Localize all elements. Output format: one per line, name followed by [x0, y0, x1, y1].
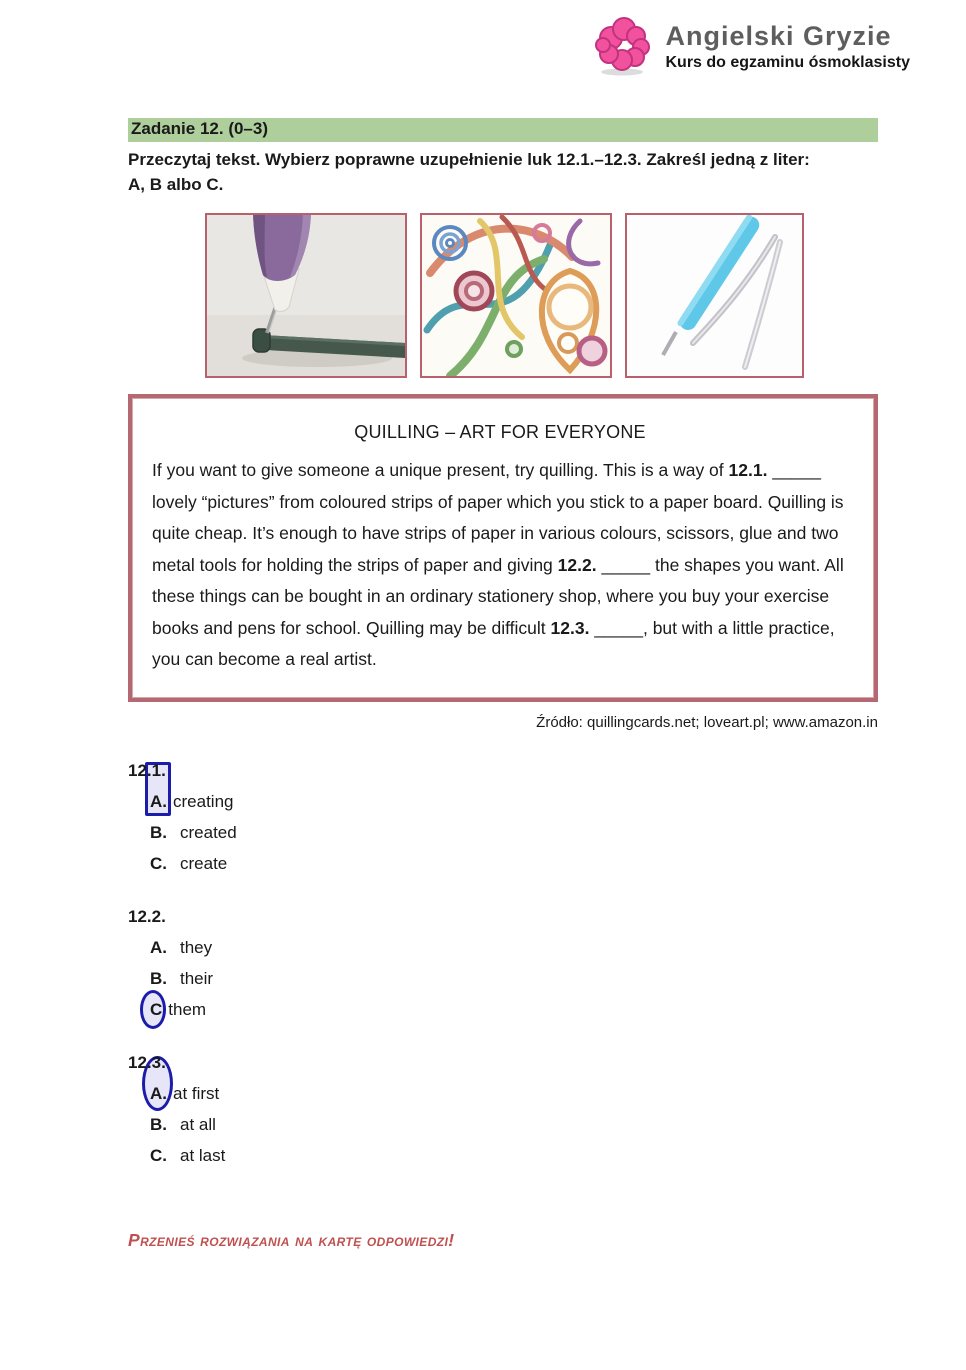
- brand-subtitle: Kurs do egzaminu ósmoklasisty: [665, 54, 910, 71]
- transfer-answers-note: Przenieś rozwiązania na kartę odpowiedzi!: [128, 1229, 455, 1250]
- question-12-2: [128, 907, 878, 1020]
- reading-box: [128, 394, 878, 702]
- option-text: at last: [180, 1145, 226, 1165]
- source-attribution: Źródło: quillingcards.net; loveart.pl; www.amazon.in: [536, 713, 878, 731]
- gap-12-2: 12.2.: [557, 554, 597, 575]
- option-letter: B.: [150, 1114, 167, 1134]
- option-text: they: [180, 937, 213, 957]
- option-row: [150, 968, 878, 989]
- question-number: 12.2.: [128, 906, 166, 926]
- question-number: 12.3.: [128, 1052, 166, 1072]
- worksheet-content: [128, 118, 878, 1251]
- option-row: [150, 853, 878, 874]
- photo-quilling-art: [420, 213, 612, 378]
- option-letter: B.: [150, 822, 167, 842]
- option-text: them: [168, 999, 207, 1019]
- reading-title: QUILLING – ART FOR EVERYONE: [354, 422, 646, 442]
- brain-icon: [591, 12, 653, 81]
- answer-annotation-circle: A.: [150, 1083, 167, 1103]
- instruction-line-1: Przeczytaj tekst. Wybierz poprawne uzupełnienie luk 12.1.–12.3. Zakreśl jedną z liter:: [128, 150, 810, 169]
- answer-annotation-circle: C: [150, 999, 163, 1019]
- option-row: [150, 1083, 878, 1104]
- brand-title: Angielski Gryzie: [665, 21, 892, 51]
- option-row: [150, 1145, 878, 1166]
- question-12-1: [128, 761, 878, 874]
- option-row: [150, 1114, 878, 1135]
- option-row: [150, 822, 878, 843]
- instruction-line-2: A, B albo C.: [128, 175, 224, 194]
- answer-annotation-rectangle: A.: [150, 791, 167, 811]
- option-text: creating: [173, 791, 234, 811]
- option-text: their: [180, 968, 214, 988]
- option-row: [150, 999, 878, 1020]
- reading-segment: _____ lovely “pictures” from coloured strips of paper which you stick to a paper board. Quilling is quite cheap. It’s enough to have strips of paper in various colours, scissors, glue and two metal tools for holding the strips of paper and giving: [152, 460, 844, 575]
- question-number: 12.1.: [128, 760, 166, 780]
- photo-row: [205, 213, 878, 378]
- option-letter: C.: [150, 853, 167, 873]
- option-letter: C.: [150, 1145, 167, 1165]
- gap-12-1: 12.1.: [728, 460, 768, 480]
- option-letter: A.: [150, 937, 167, 957]
- photo-blue-tool-tweezers: [625, 213, 804, 378]
- task-header: Zadanie 12. (0–3): [128, 118, 878, 142]
- gap-12-3: 12.3.: [550, 617, 590, 638]
- option-text: at first: [173, 1083, 220, 1103]
- option-text: at all: [180, 1114, 216, 1134]
- question-12-3: [128, 1053, 878, 1166]
- reading-segment: _____ the shapes you want. All these things can be bought in an ordinary stationery shop, where you buy your exercise books and pens for school. Quilling may be difficult: [152, 554, 844, 638]
- brand-logo: [591, 12, 910, 81]
- option-row: [150, 937, 878, 958]
- reading-segment: If you want to give someone a unique present, try quilling. This is a way of: [152, 460, 729, 480]
- task-instructions: [128, 147, 878, 197]
- option-letter: B.: [150, 968, 167, 988]
- photo-quilling-tool: [205, 213, 407, 378]
- reading-paragraph: [152, 455, 848, 676]
- option-text: create: [180, 853, 228, 873]
- reading-segment: _____, but with a little practice, you can become a real artist.: [152, 617, 835, 669]
- option-row: [150, 791, 878, 812]
- option-text: created: [180, 822, 237, 842]
